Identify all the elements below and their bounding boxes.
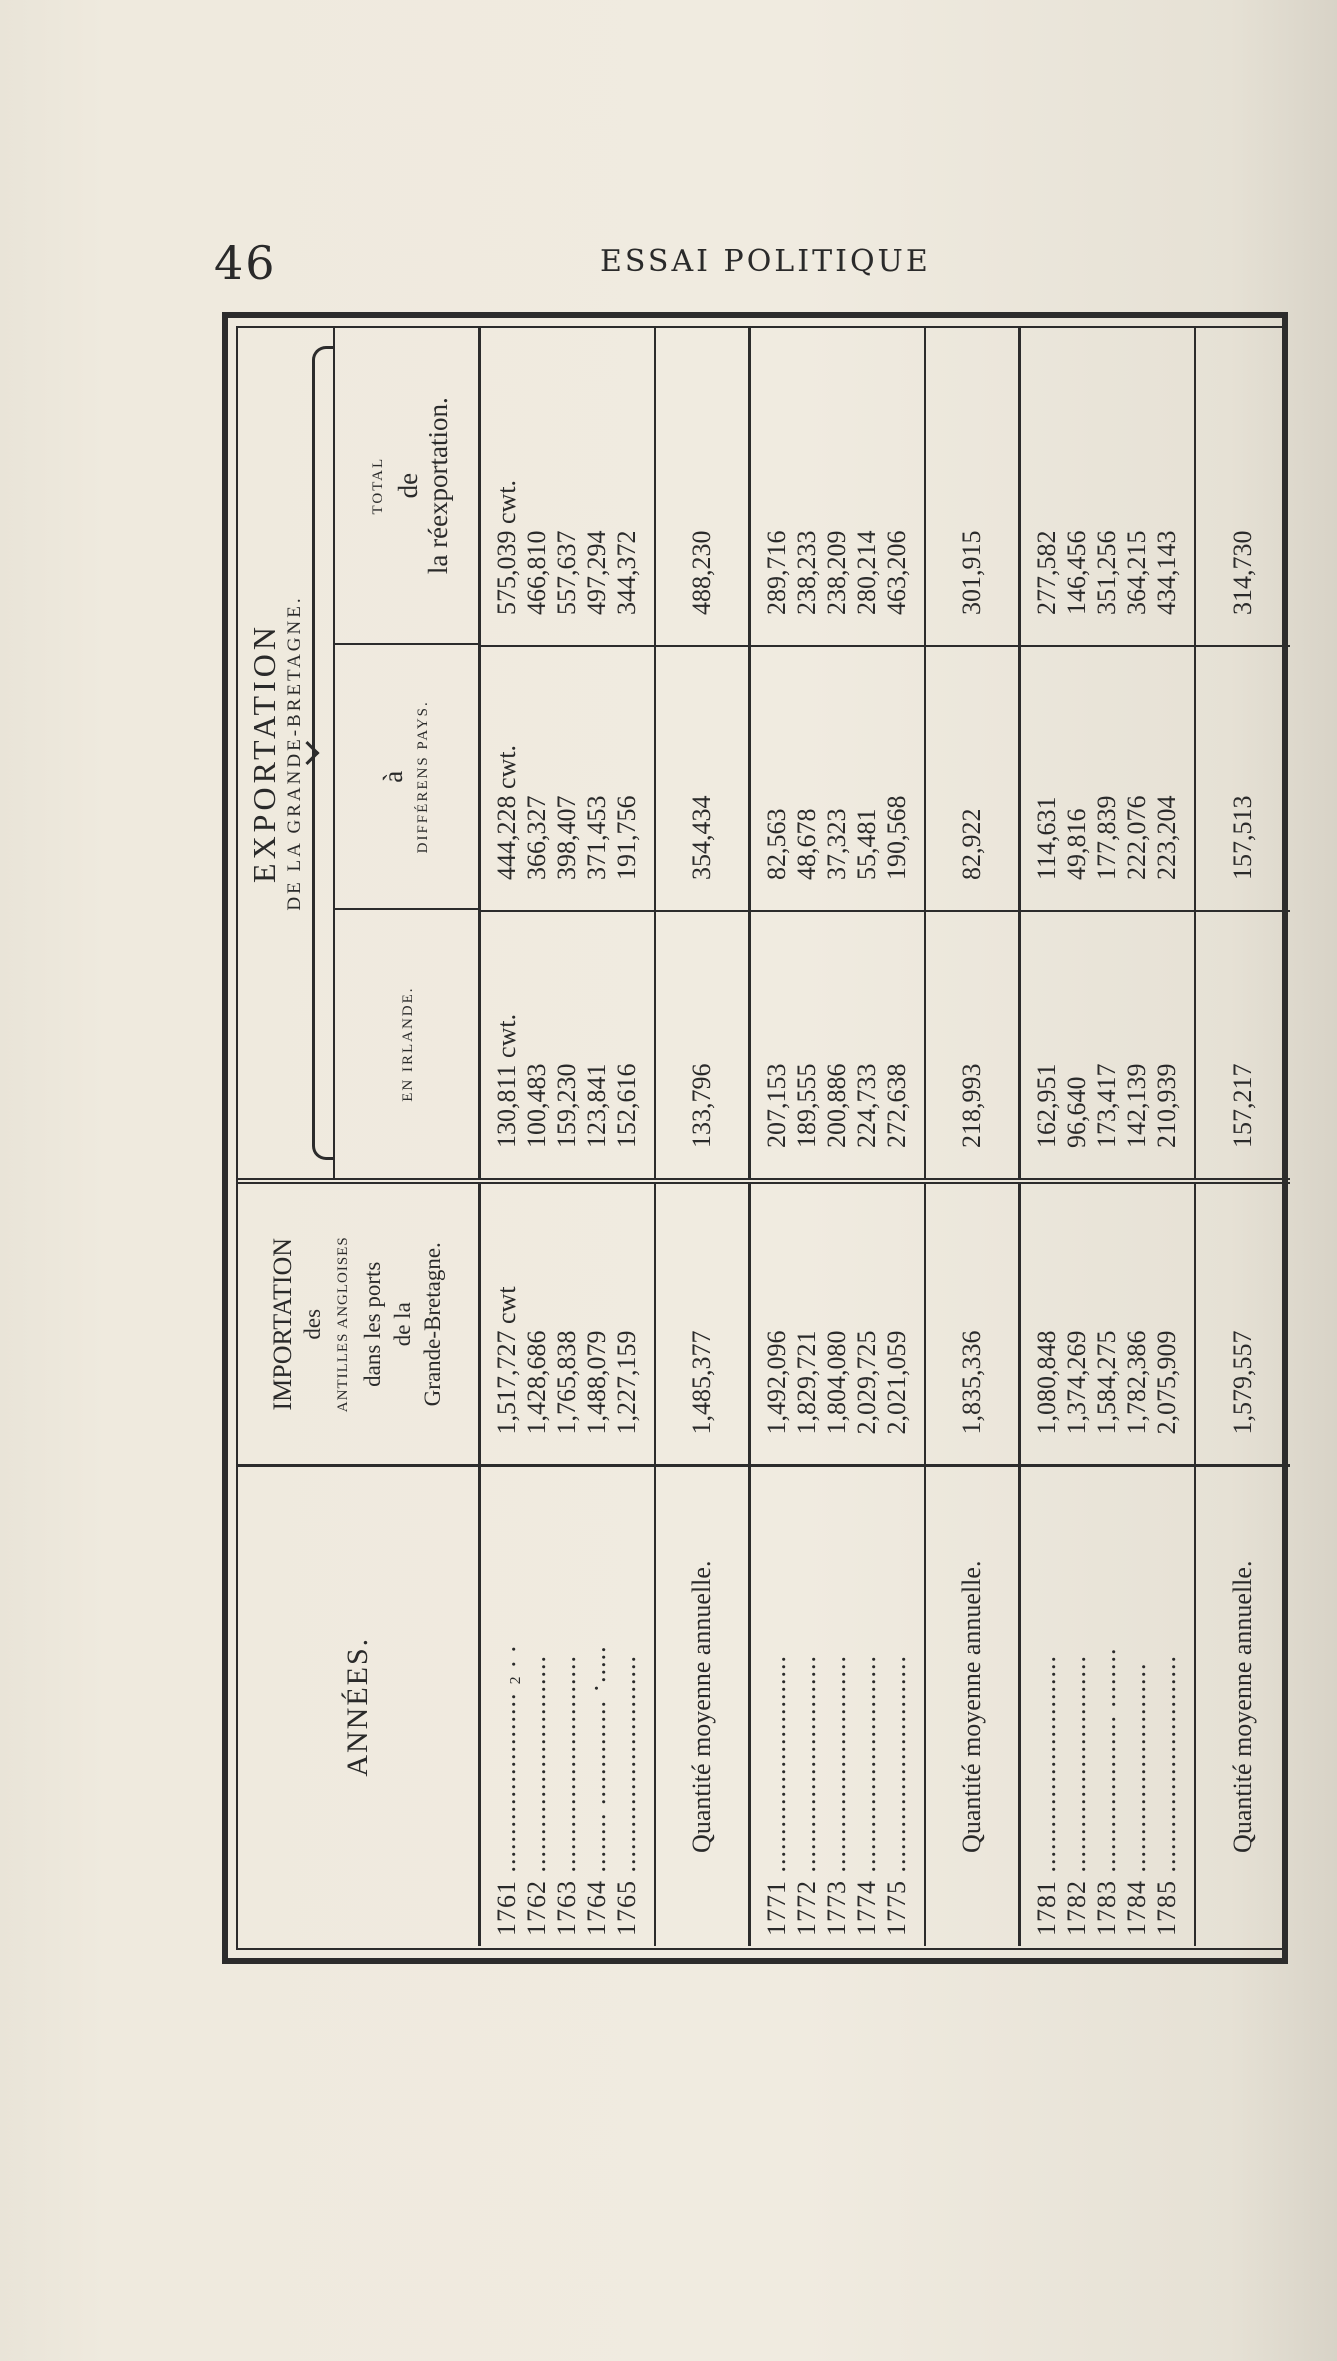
irlande-values-value: 152,616 [612,1063,642,1148]
import-values-value: 1,227,159 [612,1330,642,1435]
pays-values-value: 371,453 [582,795,612,880]
pays-values-value: 82,563 [762,808,792,880]
running-head: ESSAI POLITIQUE [600,244,931,279]
year-block-row [480,328,655,1946]
pays-values-value: 48,678 [792,808,822,880]
average-row [925,328,1020,1946]
year-block-row [1020,328,1195,1946]
pays-values-value: 222,076 [1122,795,1152,880]
total-values-value: 364,215 [1122,530,1152,615]
average-import: 1,579,557 [1195,1181,1290,1466]
import-values-value: 1,782,386 [1122,1330,1152,1435]
total-values [750,328,925,646]
years-list-value: 1782 ............................. [1062,1655,1092,1936]
years-list [750,1466,925,1946]
years-list-value: 1781 ............................. [1032,1655,1062,1936]
total-values-value: 434,143 [1152,530,1182,615]
years-list-value: 1773 ............................. [822,1655,852,1936]
import-values-value: 1,374,269 [1062,1330,1092,1435]
irlande-values [750,911,925,1181]
years-list [1020,1466,1195,1946]
years-list-value: 1785 ............................. [1152,1655,1182,1936]
average-import: 1,485,377 [655,1181,750,1466]
total-values-value: 466,810 [522,530,552,615]
irlande-values [480,911,655,1181]
years-list-value: 1762 ............................. [522,1655,552,1936]
years-list-value: 1761 ........................ ₂ . . [492,1644,522,1936]
years-list-value: 1763 ............................. [552,1655,582,1936]
irlande-values-value: 189,555 [792,1063,822,1148]
irlande-values-value: 224,733 [852,1063,882,1148]
import-values-value: 1,829,721 [792,1330,822,1435]
pays-values-value: 37,323 [822,808,852,880]
header-export-group [238,328,480,1181]
pays-values-value: 366,327 [522,795,552,880]
average-import: 1,835,336 [925,1181,1020,1466]
pays-values [1020,646,1195,911]
total-values [480,328,655,646]
rotated-table-wrapper [238,328,1288,1946]
import-values-value: 2,029,725 [852,1330,882,1435]
irlande-values-value: 173,417 [1092,1063,1122,1148]
header-import: IMPORTATION des ANTILLES ANGLOISES dans les ports de la Grande-Bretagne. [238,1181,480,1466]
average-pays: 157,513 [1195,646,1290,911]
total-values-value: 146,456 [1062,530,1092,615]
irlande-values-value: 200,886 [822,1063,852,1148]
import-values-value: 1,080,848 [1032,1330,1062,1435]
years-list-value: 1775 ............................. [882,1655,912,1936]
total-values-value: 277,582 [1032,530,1062,615]
header-pays: à DIFFÉRENS PAYS. [333,643,480,908]
grouping-brace [312,346,333,1160]
total-values-value: 238,233 [792,530,822,615]
export-title: EXPORTATION [246,623,282,883]
pays-values-value: 444,228 cwt. [492,744,522,880]
pays-values [750,646,925,911]
import-values-value: 1,517,727 cwt [492,1286,522,1435]
total-values-value: 351,256 [1092,530,1122,615]
pays-values-value: 190,568 [882,795,912,880]
total-values-value: 463,206 [882,530,912,615]
header-irlande: EN IRLANDE. [333,908,480,1178]
pays-values-value: 191,756 [612,795,642,880]
page-number: 46 [214,236,277,290]
sugar-trade-table [238,328,1290,1946]
table-header-row [238,328,480,1946]
average-total: 301,915 [956,530,986,615]
import-values [750,1181,925,1466]
irlande-values-value: 142,139 [1122,1063,1152,1148]
average-label: Quantité moyenne annuelle. [925,1466,1020,1946]
years-list-value: 1772 ............................. [792,1655,822,1936]
pays-values-value: 114,631 [1032,796,1062,880]
header-total: TOTAL de la réexportation. [333,328,480,643]
irlande-values-value: 100,483 [522,1063,552,1148]
import-values-value: 1,765,838 [552,1330,582,1435]
average-total: 488,230 [686,530,716,615]
average-pays: 354,434 [655,646,750,911]
irlande-values-value: 159,230 [552,1063,582,1148]
years-list-value: 1783 ..................... ........ [1092,1647,1122,1936]
pays-values-value: 49,816 [1062,808,1092,880]
irlande-values-value: 130,811 cwt. [492,1013,522,1148]
average-label: Quantité moyenne annuelle. [655,1466,750,1946]
years-list-value: 1784 ............................ [1122,1662,1152,1936]
years-list [480,1466,655,1946]
total-values-value: 497,294 [582,530,612,615]
total-values-value: 238,209 [822,530,852,615]
import-values-value: 2,075,909 [1152,1330,1182,1435]
total-values-value: 280,214 [852,530,882,615]
average-row [1195,328,1290,1946]
import-values-value: 1,804,080 [822,1330,852,1435]
total-values-value: 344,372 [612,530,642,615]
total-values [1020,328,1195,646]
import-values [480,1181,655,1466]
pays-values [480,646,655,911]
import-values [1020,1181,1195,1466]
import-values-value: 1,488,079 [582,1330,612,1435]
year-block-row [750,328,925,1946]
average-total: 314,730 [1227,530,1257,615]
irlande-values-value: 272,638 [882,1063,912,1148]
total-values-value: 289,716 [762,530,792,615]
import-values-value: 1,492,096 [762,1330,792,1435]
pays-values-value: 398,407 [552,795,582,880]
import-values-value: 1,584,275 [1092,1330,1122,1435]
pays-values-value: 55,481 [852,808,882,880]
years-list-value: 1771 ............................. [762,1655,792,1936]
export-subtitle: DE LA GRANDE-BRETAGNE. [284,595,305,911]
irlande-values-value: 210,939 [1152,1063,1182,1148]
table-body [480,328,1290,1946]
pays-values-value: 223,204 [1152,795,1182,880]
header-years: ANNÉES. [238,1466,480,1946]
years-list-value: 1764 ........ .............. ·..... [582,1645,612,1936]
average-irlande: 157,217 [1195,911,1290,1181]
irlande-values-value: 123,841 [582,1063,612,1148]
pays-values-value: 177,839 [1092,795,1122,880]
irlande-values-value: 96,640 [1062,1076,1092,1148]
irlande-values-value: 207,153 [762,1063,792,1148]
average-label: Quantité moyenne annuelle. [1195,1466,1290,1946]
average-pays: 82,922 [925,646,1020,911]
average-row [655,328,750,1946]
average-irlande: 133,796 [655,911,750,1181]
import-values-value: 2,021,059 [882,1330,912,1435]
years-list-value: 1765 ............................. [612,1655,642,1936]
total-values-value: 575,039 cwt. [492,479,522,615]
irlande-values [1020,911,1195,1181]
years-list-value: 1774 ............................. [852,1655,882,1936]
import-values-value: 1,428,686 [522,1330,552,1435]
total-values-value: 557,637 [552,530,582,615]
irlande-values-value: 162,951 [1032,1063,1062,1148]
average-irlande: 218,993 [925,911,1020,1181]
